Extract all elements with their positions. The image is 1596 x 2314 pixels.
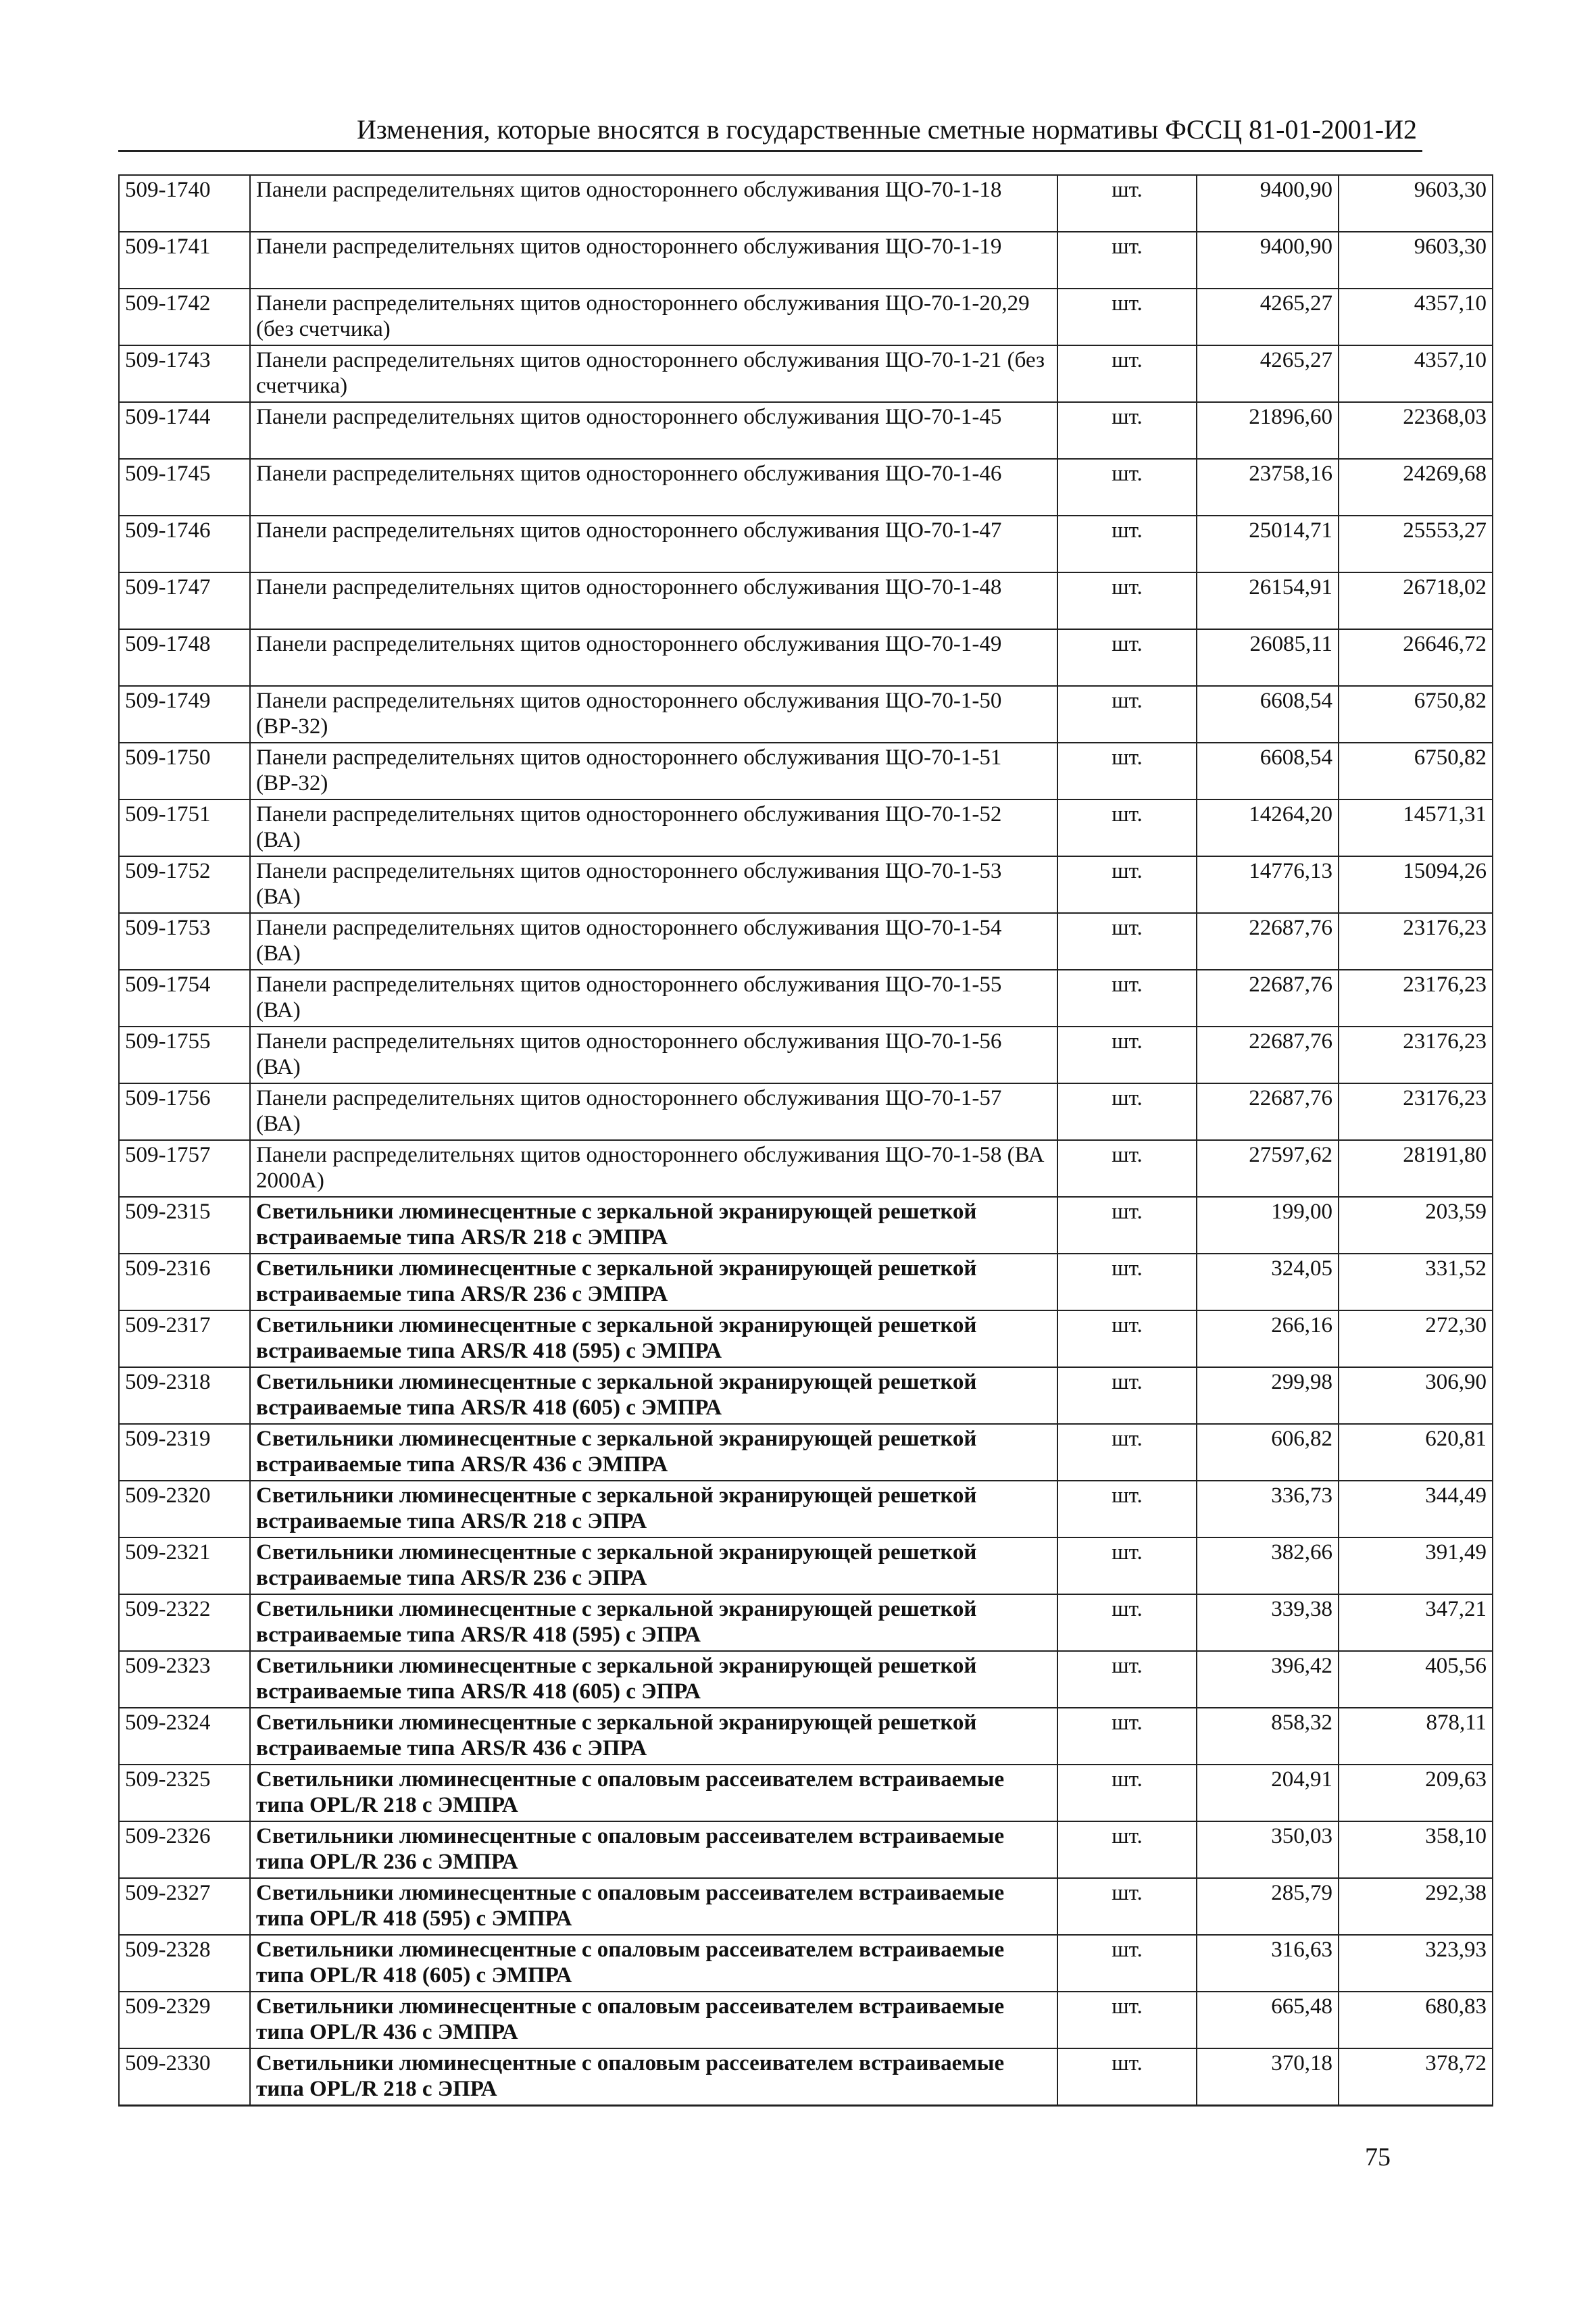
item-description: Светильники люминесцентные с зеркальной экранирующей решеткой встраиваемые типа ARS/R 418 (605) с ЭМПРА <box>250 1367 1057 1424</box>
item-price-2: 209,63 <box>1339 1765 1493 1821</box>
item-price-2: 6750,82 <box>1339 743 1493 799</box>
item-price-2: 878,11 <box>1339 1708 1493 1765</box>
item-price-1: 22687,76 <box>1197 970 1339 1027</box>
item-code: 509-1757 <box>119 1140 250 1197</box>
table-row <box>119 516 1493 572</box>
item-unit: шт. <box>1057 1083 1197 1140</box>
table-row <box>119 1481 1493 1537</box>
item-description: Светильники люминесцентные с зеркальной экранирующей решеткой встраиваемые типа ARS/R 218 с ЭПРА <box>250 1481 1057 1537</box>
item-code: 509-2322 <box>119 1594 250 1651</box>
item-description: Панели распределительнях щитов одностороннего обслуживания ЩО-70-1-53 (ВА) <box>250 856 1057 913</box>
item-price-2: 4357,10 <box>1339 345 1493 402</box>
item-unit: шт. <box>1057 1594 1197 1651</box>
item-description: Светильники люминесцентные с опаловым рассеивателем встраиваемые типа OPL/R 218 с ЭМПРА <box>250 1765 1057 1821</box>
item-price-1: 350,03 <box>1197 1821 1339 1878</box>
item-code: 509-2315 <box>119 1197 250 1254</box>
item-description: Светильники люминесцентные с зеркальной экранирующей решеткой встраиваемые типа ARS/R 418 (595) с ЭМПРА <box>250 1310 1057 1367</box>
item-description: Светильники люминесцентные с зеркальной экранирующей решеткой встраиваемые типа ARS/R 236 с ЭПРА <box>250 1537 1057 1594</box>
item-price-1: 26085,11 <box>1197 629 1339 686</box>
item-price-2: 378,72 <box>1339 2048 1493 2106</box>
item-code: 509-1753 <box>119 913 250 970</box>
item-unit: шт. <box>1057 232 1197 289</box>
item-price-1: 27597,62 <box>1197 1140 1339 1197</box>
item-price-1: 858,32 <box>1197 1708 1339 1765</box>
item-code: 509-2318 <box>119 1367 250 1424</box>
item-unit: шт. <box>1057 1367 1197 1424</box>
item-price-2: 25553,27 <box>1339 516 1493 572</box>
item-price-1: 23758,16 <box>1197 459 1339 516</box>
table-row <box>119 1821 1493 1878</box>
item-price-1: 26154,91 <box>1197 572 1339 629</box>
item-description: Панели распределительнях щитов одностороннего обслуживания ЩО-70-1-55 (ВА) <box>250 970 1057 1027</box>
item-unit: шт. <box>1057 913 1197 970</box>
item-unit: шт. <box>1057 289 1197 345</box>
item-code: 509-1752 <box>119 856 250 913</box>
item-description: Светильники люминесцентные с зеркальной экранирующей решеткой встраиваемые типа ARS/R 418 (605) с ЭПРА <box>250 1651 1057 1708</box>
item-description: Панели распределительнях щитов одностороннего обслуживания ЩО-70-1-57 (ВА) <box>250 1083 1057 1140</box>
item-description: Светильники люминесцентные с зеркальной экранирующей решеткой встраиваемые типа ARS/R 418 (595) с ЭПРА <box>250 1594 1057 1651</box>
table-row <box>119 799 1493 856</box>
table-row <box>119 1537 1493 1594</box>
item-code: 509-1744 <box>119 402 250 459</box>
item-price-1: 21896,60 <box>1197 402 1339 459</box>
item-price-1: 336,73 <box>1197 1481 1339 1537</box>
item-description: Панели распределительнях щитов одностороннего обслуживания ЩО-70-1-58 (ВА 2000А) <box>250 1140 1057 1197</box>
item-price-2: 331,52 <box>1339 1254 1493 1310</box>
item-price-2: 23176,23 <box>1339 913 1493 970</box>
item-price-2: 9603,30 <box>1339 175 1493 232</box>
item-unit: шт. <box>1057 1254 1197 1310</box>
item-code: 509-2326 <box>119 1821 250 1878</box>
item-code: 509-1741 <box>119 232 250 289</box>
item-price-1: 6608,54 <box>1197 743 1339 799</box>
item-code: 509-2325 <box>119 1765 250 1821</box>
item-price-2: 26718,02 <box>1339 572 1493 629</box>
item-unit: шт. <box>1057 1424 1197 1481</box>
item-price-1: 14776,13 <box>1197 856 1339 913</box>
item-unit: шт. <box>1057 2048 1197 2106</box>
item-code: 509-1756 <box>119 1083 250 1140</box>
item-code: 509-1755 <box>119 1027 250 1083</box>
item-price-1: 396,42 <box>1197 1651 1339 1708</box>
item-code: 509-1749 <box>119 686 250 743</box>
item-unit: шт. <box>1057 743 1197 799</box>
item-price-2: 24269,68 <box>1339 459 1493 516</box>
item-description: Панели распределительнях щитов одностороннего обслуживания ЩО-70-1-19 <box>250 232 1057 289</box>
item-description: Панели распределительнях щитов одностороннего обслуживания ЩО-70-1-18 <box>250 175 1057 232</box>
table-row <box>119 2048 1493 2106</box>
item-unit: шт. <box>1057 1310 1197 1367</box>
item-code: 509-2321 <box>119 1537 250 1594</box>
item-price-1: 266,16 <box>1197 1310 1339 1367</box>
item-price-1: 299,98 <box>1197 1367 1339 1424</box>
item-price-1: 665,48 <box>1197 1992 1339 2048</box>
item-price-2: 292,38 <box>1339 1878 1493 1935</box>
item-description: Светильники люминесцентные с зеркальной экранирующей решеткой встраиваемые типа ARS/R 436 с ЭМПРА <box>250 1424 1057 1481</box>
item-code: 509-1754 <box>119 970 250 1027</box>
item-price-2: 203,59 <box>1339 1197 1493 1254</box>
item-price-1: 316,63 <box>1197 1935 1339 1992</box>
item-price-1: 25014,71 <box>1197 516 1339 572</box>
item-price-2: 405,56 <box>1339 1651 1493 1708</box>
item-unit: шт. <box>1057 1935 1197 1992</box>
item-unit: шт. <box>1057 1140 1197 1197</box>
header-text: Изменения, которые вносятся в государственные сметные нормативы ФССЦ 81-01-2001-И2 <box>356 114 1417 145</box>
item-code: 509-1747 <box>119 572 250 629</box>
table-row <box>119 856 1493 913</box>
table-row <box>119 1651 1493 1708</box>
table-row <box>119 1197 1493 1254</box>
item-price-1: 9400,90 <box>1197 175 1339 232</box>
item-unit: шт. <box>1057 1027 1197 1083</box>
item-description: Светильники люминесцентные с зеркальной экранирующей решеткой встраиваемые типа ARS/R 436 с ЭПРА <box>250 1708 1057 1765</box>
page-number: 75 <box>1365 2143 1391 2171</box>
item-code: 509-1751 <box>119 799 250 856</box>
item-unit: шт. <box>1057 1878 1197 1935</box>
item-price-2: 344,49 <box>1339 1481 1493 1537</box>
table-row <box>119 1878 1493 1935</box>
item-price-2: 6750,82 <box>1339 686 1493 743</box>
item-price-1: 606,82 <box>1197 1424 1339 1481</box>
item-unit: шт. <box>1057 629 1197 686</box>
item-code: 509-2329 <box>119 1992 250 2048</box>
item-description: Панели распределительнях щитов одностороннего обслуживания ЩО-70-1-54 (ВА) <box>250 913 1057 970</box>
item-price-1: 22687,76 <box>1197 913 1339 970</box>
item-price-2: 306,90 <box>1339 1367 1493 1424</box>
item-unit: шт. <box>1057 345 1197 402</box>
item-unit: шт. <box>1057 970 1197 1027</box>
item-description: Светильники люминесцентные с зеркальной экранирующей решеткой встраиваемые типа ARS/R 236 с ЭМПРА <box>250 1254 1057 1310</box>
item-price-2: 391,49 <box>1339 1537 1493 1594</box>
item-code: 509-2328 <box>119 1935 250 1992</box>
item-unit: шт. <box>1057 1537 1197 1594</box>
item-price-2: 347,21 <box>1339 1594 1493 1651</box>
item-price-2: 23176,23 <box>1339 1027 1493 1083</box>
item-unit: шт. <box>1057 1992 1197 2048</box>
table-row <box>119 289 1493 345</box>
item-code: 509-1743 <box>119 345 250 402</box>
item-description: Светильники люминесцентные с опаловым рассеивателем встраиваемые типа OPL/R 418 (605) с ЭМПРА <box>250 1935 1057 1992</box>
price-table <box>118 174 1493 2107</box>
item-price-2: 620,81 <box>1339 1424 1493 1481</box>
item-price-1: 382,66 <box>1197 1537 1339 1594</box>
item-price-2: 23176,23 <box>1339 970 1493 1027</box>
item-unit: шт. <box>1057 1821 1197 1878</box>
item-price-1: 14264,20 <box>1197 799 1339 856</box>
item-code: 509-1740 <box>119 175 250 232</box>
table-row <box>119 232 1493 289</box>
table-row <box>119 175 1493 232</box>
table-row <box>119 686 1493 743</box>
item-unit: шт. <box>1057 799 1197 856</box>
item-description: Светильники люминесцентные с зеркальной экранирующей решеткой встраиваемые типа ARS/R 218 с ЭМПРА <box>250 1197 1057 1254</box>
table-row <box>119 1992 1493 2048</box>
item-price-1: 199,00 <box>1197 1197 1339 1254</box>
item-code: 509-1742 <box>119 289 250 345</box>
item-price-1: 4265,27 <box>1197 289 1339 345</box>
item-price-2: 323,93 <box>1339 1935 1493 1992</box>
item-price-2: 680,83 <box>1339 1992 1493 2048</box>
table-row <box>119 1765 1493 1821</box>
table-row <box>119 629 1493 686</box>
item-unit: шт. <box>1057 402 1197 459</box>
item-price-2: 9603,30 <box>1339 232 1493 289</box>
item-price-2: 4357,10 <box>1339 289 1493 345</box>
table-row <box>119 572 1493 629</box>
table-row <box>119 1367 1493 1424</box>
item-code: 509-1748 <box>119 629 250 686</box>
table-row <box>119 1935 1493 1992</box>
table-row <box>119 402 1493 459</box>
item-price-1: 22687,76 <box>1197 1083 1339 1140</box>
item-description: Панели распределительнях щитов одностороннего обслуживания ЩО-70-1-46 <box>250 459 1057 516</box>
item-description: Панели распределительнях щитов одностороннего обслуживания ЩО-70-1-48 <box>250 572 1057 629</box>
item-price-2: 26646,72 <box>1339 629 1493 686</box>
table-row <box>119 1083 1493 1140</box>
table-row <box>119 459 1493 516</box>
item-description: Светильники люминесцентные с опаловым рассеивателем встраиваемые типа OPL/R 218 с ЭПРА <box>250 2048 1057 2106</box>
item-description: Панели распределительнях щитов одностороннего обслуживания ЩО-70-1-50 (ВР-32) <box>250 686 1057 743</box>
item-price-1: 204,91 <box>1197 1765 1339 1821</box>
item-unit: шт. <box>1057 686 1197 743</box>
item-unit: шт. <box>1057 459 1197 516</box>
item-code: 509-2316 <box>119 1254 250 1310</box>
item-unit: шт. <box>1057 1765 1197 1821</box>
item-unit: шт. <box>1057 572 1197 629</box>
table-row <box>119 1310 1493 1367</box>
item-description: Панели распределительнях щитов одностороннего обслуживания ЩО-70-1-21 (без счетчика) <box>250 345 1057 402</box>
item-price-1: 9400,90 <box>1197 232 1339 289</box>
table-row <box>119 913 1493 970</box>
item-unit: шт. <box>1057 516 1197 572</box>
item-description: Панели распределительнях щитов одностороннего обслуживания ЩО-70-1-51 (ВР-32) <box>250 743 1057 799</box>
table-row <box>119 970 1493 1027</box>
item-price-1: 285,79 <box>1197 1878 1339 1935</box>
item-code: 509-2327 <box>119 1878 250 1935</box>
item-description: Светильники люминесцентные с опаловым рассеивателем встраиваемые типа OPL/R 418 (595) с ЭМПРА <box>250 1878 1057 1935</box>
item-code: 509-1750 <box>119 743 250 799</box>
item-unit: шт. <box>1057 856 1197 913</box>
item-price-1: 339,38 <box>1197 1594 1339 1651</box>
item-price-2: 272,30 <box>1339 1310 1493 1367</box>
item-code: 509-1746 <box>119 516 250 572</box>
item-code: 509-2324 <box>119 1708 250 1765</box>
item-unit: шт. <box>1057 175 1197 232</box>
item-description: Панели распределительнях щитов одностороннего обслуживания ЩО-70-1-45 <box>250 402 1057 459</box>
item-code: 509-2320 <box>119 1481 250 1537</box>
item-unit: шт. <box>1057 1197 1197 1254</box>
item-unit: шт. <box>1057 1708 1197 1765</box>
item-unit: шт. <box>1057 1481 1197 1537</box>
item-description: Светильники люминесцентные с опаловым рассеивателем встраиваемые типа OPL/R 436 с ЭМПРА <box>250 1992 1057 2048</box>
item-price-2: 358,10 <box>1339 1821 1493 1878</box>
item-code: 509-2323 <box>119 1651 250 1708</box>
table-row <box>119 1594 1493 1651</box>
table-row <box>119 1140 1493 1197</box>
item-price-1: 6608,54 <box>1197 686 1339 743</box>
item-code: 509-2317 <box>119 1310 250 1367</box>
table-row <box>119 345 1493 402</box>
item-code: 509-2319 <box>119 1424 250 1481</box>
item-price-2: 22368,03 <box>1339 402 1493 459</box>
item-price-1: 22687,76 <box>1197 1027 1339 1083</box>
item-description: Панели распределительнях щитов одностороннего обслуживания ЩО-70-1-47 <box>250 516 1057 572</box>
item-description: Светильники люминесцентные с опаловым рассеивателем встраиваемые типа OPL/R 236 с ЭМПРА <box>250 1821 1057 1878</box>
page-header <box>118 115 1422 152</box>
item-price-2: 14571,31 <box>1339 799 1493 856</box>
table-row <box>119 1027 1493 1083</box>
item-code: 509-2330 <box>119 2048 250 2106</box>
table-row <box>119 1708 1493 1765</box>
item-description: Панели распределительнях щитов одностороннего обслуживания ЩО-70-1-20,29 (без счетчика) <box>250 289 1057 345</box>
table-row <box>119 1254 1493 1310</box>
item-price-1: 4265,27 <box>1197 345 1339 402</box>
item-description: Панели распределительнях щитов одностороннего обслуживания ЩО-70-1-49 <box>250 629 1057 686</box>
item-price-2: 15094,26 <box>1339 856 1493 913</box>
item-price-2: 23176,23 <box>1339 1083 1493 1140</box>
item-price-1: 370,18 <box>1197 2048 1339 2106</box>
item-price-1: 324,05 <box>1197 1254 1339 1310</box>
table-row <box>119 1424 1493 1481</box>
item-price-2: 28191,80 <box>1339 1140 1493 1197</box>
item-description: Панели распределительнях щитов одностороннего обслуживания ЩО-70-1-56 (ВА) <box>250 1027 1057 1083</box>
table-row <box>119 743 1493 799</box>
item-unit: шт. <box>1057 1651 1197 1708</box>
item-code: 509-1745 <box>119 459 250 516</box>
item-description: Панели распределительнях щитов одностороннего обслуживания ЩО-70-1-52 (ВА) <box>250 799 1057 856</box>
